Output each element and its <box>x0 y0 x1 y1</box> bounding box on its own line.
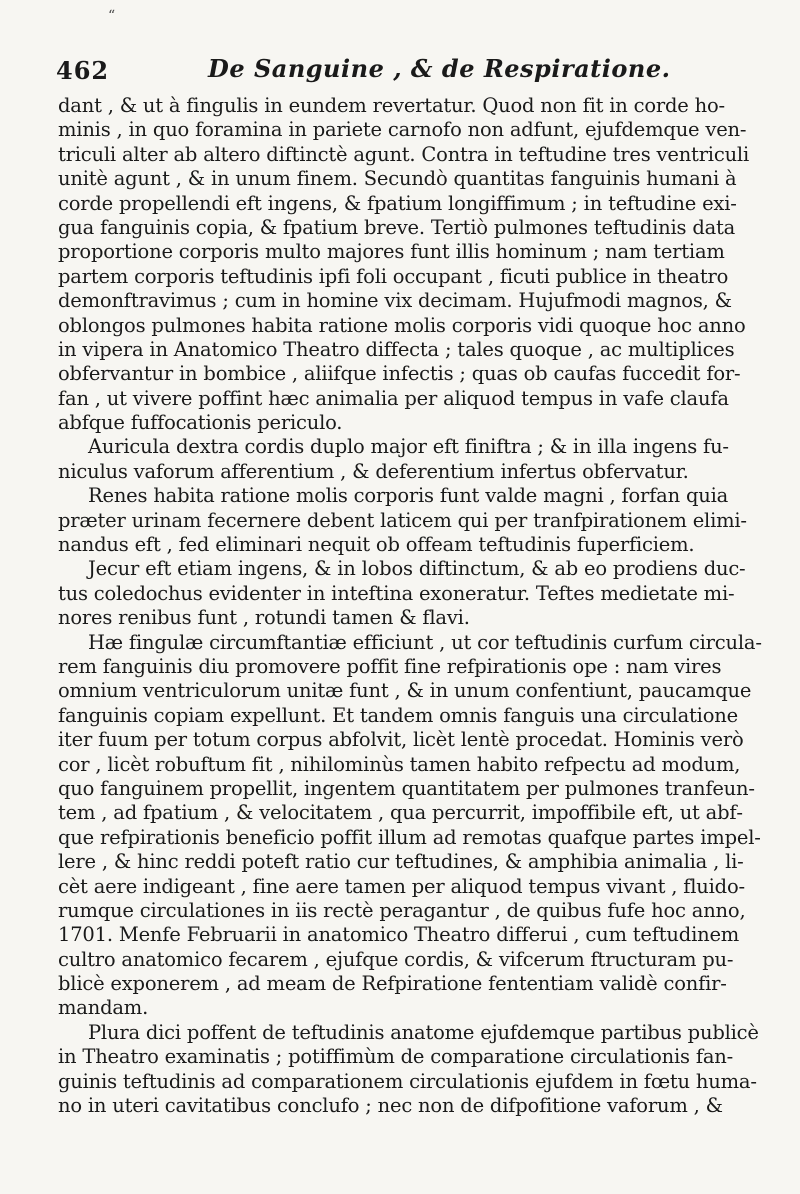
text-line: gua fanguinis copia, & fpatium breve. Tertiò pulmones teftudinis data <box>58 215 736 239</box>
text-line: niculus vaforum afferentium , & deferentium infertus obfervatur. <box>58 459 689 483</box>
text-line: unitè agunt , & in unum finem. Secundò quantitas fanguinis humani à <box>58 167 737 191</box>
paragraph-start-line: Plura dici poffent de teftudinis anatome ejufdemque partibus publicè <box>88 1020 759 1044</box>
text-line: præter urinam fecernere debent laticem qui per tranfpirationem elimi‐ <box>58 508 747 532</box>
text-line: guinis teftudinis ad comparationem circulationis ejufdem in fœtu huma‐ <box>58 1069 757 1093</box>
text-line: in Theatro examinatis ; potiffimùm de comparatione circulationis fan‐ <box>58 1045 734 1069</box>
text-line: in vipera in Anatomico Theatro diffecta ; tales quoque , ac multiplices <box>58 337 735 361</box>
text-line: nandus eft , fed eliminari nequit ob offeam teftudinis fuperficiem. <box>58 533 695 557</box>
text-line: cor , licèt robuftum fit , nihilominùs tamen habito refpectu ad modum, <box>58 752 741 776</box>
text-line: que refpirationis beneficio poffit illum ad remotas quafque partes impel‐ <box>58 825 761 849</box>
text-line: 1701. Menfe Februarii in anatomico Theatro differui , cum teftudinem <box>58 923 740 947</box>
body-text <box>58 94 762 1118</box>
text-line: lere , & hinc reddi poteft ratio cur teftudines, & amphibia animalia , li‐ <box>58 850 744 874</box>
text-line: rumque circulationes in iis rectè peragantur , de quibus fufe hoc anno, <box>58 898 746 922</box>
text-line: partem corporis teftudinis ipfi foli occupant , ficuti publice in theatro <box>58 264 729 288</box>
text-line: triculi alter ab altero diftinctè agunt. Contra in teftudine tres ventriculi <box>58 142 749 166</box>
text-line: fan , ut vivere poffint hæc animalia per aliquod tempus in vafe claufa <box>58 386 729 410</box>
paragraph-start-line: Renes habita ratione molis corporis funt valde magni , forfan quia <box>88 484 729 508</box>
text-line: fanguinis copiam expellunt. Et tandem omnis fanguis una circulatione <box>58 703 738 727</box>
text-line: abfque fuffocationis periculo. <box>58 411 343 435</box>
text-line: tus coledochus evidenter in inteftina exoneratur. Teftes medietate mi‐ <box>58 581 735 605</box>
paragraph-start-line: Jecur eft etiam ingens, & in lobos diftinctum, & ab eo prodiens duc‐ <box>88 557 746 581</box>
paragraph-start-line: Hæ fingulæ circumftantiæ efficiunt , ut cor teftudinis curfum circula‐ <box>88 630 762 654</box>
page-header <box>56 54 756 88</box>
page-number: 462 <box>56 56 110 85</box>
text-line: cèt aere indigeant , fine aere tamen per aliquod tempus vivant , fluido‐ <box>58 874 745 898</box>
text-line: no in uteri cavitatibus conclufo ; nec non de difpofitione vaforum , & <box>58 1094 723 1118</box>
text-line: quo fanguinem propellit, ingentem quantitatem per pulmones tranfeun‐ <box>58 776 755 800</box>
top-mark: “ <box>108 8 116 24</box>
text-line: proportione corporis multo majores funt illis hominum ; nam tertiam <box>58 240 725 264</box>
text-line: nores renibus funt , rotundi tamen & flavi. <box>58 606 470 630</box>
text-line: dant , & ut à fingulis in eundem revertatur. Quod non fit in corde ho‐ <box>58 94 725 117</box>
text-line: corde propellendi eft ingens, & fpatium longiffimum ; in teftudine exi‐ <box>58 191 737 215</box>
text-line: obfervantur in bombice , aliifque infectis ; quas ob caufas fuccedit for‐ <box>58 362 741 386</box>
text-line: mandam. <box>58 996 149 1020</box>
text-line: rem fanguinis diu promovere poffit fine refpirationis ope : nam vires <box>58 654 722 678</box>
text-line: iter fuum per totum corpus abfolvit, licèt lentè procedat. Hominis verò <box>58 728 744 752</box>
text-line: demonftravimus ; cum in homine vix decimam. Hujufmodi magnos, & <box>58 289 732 313</box>
text-line: omnium ventriculorum unitæ funt , & in unum confentiunt, paucamque <box>58 679 752 703</box>
text-line: blicè exponerem , ad meam de Refpiratione fententiam validè confir‐ <box>58 972 727 996</box>
running-title: De Sanguine , & de Respiratione. <box>208 54 671 83</box>
text-line: oblongos pulmones habita ratione molis corporis vidi quoque hoc anno <box>58 313 746 337</box>
text-line: cultro anatomico fecarem , ejufque cordis, & vifcerum ftructuram pu‐ <box>58 947 734 971</box>
text-line: tem , ad fpatium , & velocitatem , qua percurrit, impoffibile eft, ut abf‐ <box>58 801 743 825</box>
paragraph-start-line: Auricula dextra cordis duplo major eft finiftra ; & in illa ingens fu‐ <box>88 435 729 459</box>
text-line: minis , in quo foramina in pariete carnofo non adfunt, ejufdemque ven‐ <box>58 118 747 142</box>
